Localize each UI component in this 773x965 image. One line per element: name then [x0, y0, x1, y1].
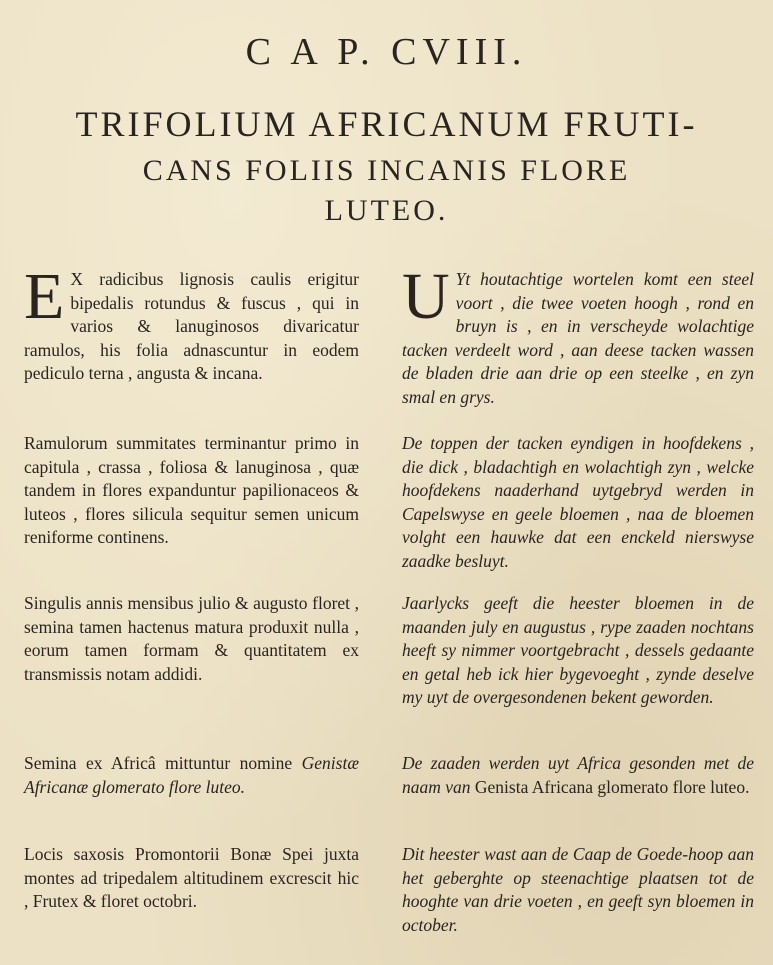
- latin-paragraph-3: [24, 592, 359, 686]
- latin-paragraph-4-text-a: Semina ex Africâ mittuntur nomine: [24, 753, 302, 773]
- dutch-paragraph-4: [402, 752, 754, 799]
- latin-paragraph-4-text-b: Genistæ Africanæ glomerato flore luteo.: [24, 753, 359, 797]
- drop-cap: E: [24, 260, 65, 333]
- latin-paragraph-1-text: X radicibus lignosis caulis erigitur bipedalis rotundus & fuscus , qui in varios & lanuginosos divaricatur ramulos, his folia adnascuntur in eodem pediculo terna , angusta & incana.: [24, 269, 359, 383]
- title-line-1: TRIFOLIUM AFRICANUM FRUTI-: [75, 104, 698, 144]
- latin-paragraph-5-text: Locis saxosis Promontorii Bonæ Spei juxta montes ad tripedalem altitudinem excrescit hic , Frutex & floret octobri.: [24, 844, 359, 911]
- dutch-paragraph-3: [402, 592, 754, 710]
- dutch-paragraph-2-text: De toppen der tacken eyndigen in hoofdekens , die dick , bladachtigh en wolachtigh zyn , welcke hoofdekens naaderhand uytgebryd werden in Capelswyse en geele bloemen , naa de bloemen volght een hauwke dat een enckeld nierswyse zaadke besluyt.: [402, 433, 754, 571]
- latin-paragraph-1: [24, 260, 359, 386]
- dutch-paragraph-1-text: Yt houtachtige wortelen komt een steel voort , die twee voeten hoogh , rond en bruyn is , en in verscheyde wolachtige tacken verdeelt word , aan deese tacken wassen de bladen drie aan drie op een steelke , en zyn smal en grys.: [402, 269, 754, 407]
- dutch-paragraph-1: [402, 260, 754, 409]
- latin-paragraph-3-text: Singulis annis mensibus julio & augusto floret , semina tamen hactenus matura produxit nulla , eorum tamen formam & quantitatem ex transmissis notam addidi.: [24, 593, 359, 684]
- latin-paragraph-2-text: Ramulorum summitates terminantur primo in capitula , crassa , foliosa & lanuginosa , quæ tandem in flores expanduntur papilionaceos & luteos , flores silicula sequitur semen unicum reniforme continens.: [24, 433, 359, 547]
- title-line-3: LUTEO.: [324, 194, 449, 227]
- dutch-paragraph-4-text-a: De zaaden werden uyt Africa gesonden met de naam van: [402, 753, 754, 797]
- dutch-paragraph-5: [402, 843, 754, 937]
- dutch-paragraph-5-text: Dit heester wast aan de Caap de Goede-hoop aan het geberghte op steenachtige plaatsen tot de hooghte van drie voeten , en geeft syn bloemen in october.: [402, 844, 754, 935]
- latin-paragraph-5: [24, 843, 359, 914]
- latin-paragraph-2: [24, 432, 359, 550]
- title-line-2: CANS FOLIIS INCANIS FLORE: [142, 154, 631, 187]
- dutch-paragraph-4-text-b: Genista Africana glomerato flore luteo.: [474, 776, 750, 797]
- drop-cap: U: [402, 260, 450, 333]
- dutch-paragraph-2: [402, 432, 754, 573]
- latin-paragraph-4: [24, 752, 359, 799]
- chapter-heading: C A P. CVIII.: [245, 31, 528, 73]
- plant-title: [0, 103, 773, 231]
- dutch-paragraph-3-text: Jaarlycks geeft die heester bloemen in de maanden july en augustus , rype zaaden nochtans heeft sy nimmer voortgebracht , dessels gedaante en getal heb ick hier bygevoeght , zynde deselve my uyt de overgesondenen bekent geworden.: [402, 593, 754, 707]
